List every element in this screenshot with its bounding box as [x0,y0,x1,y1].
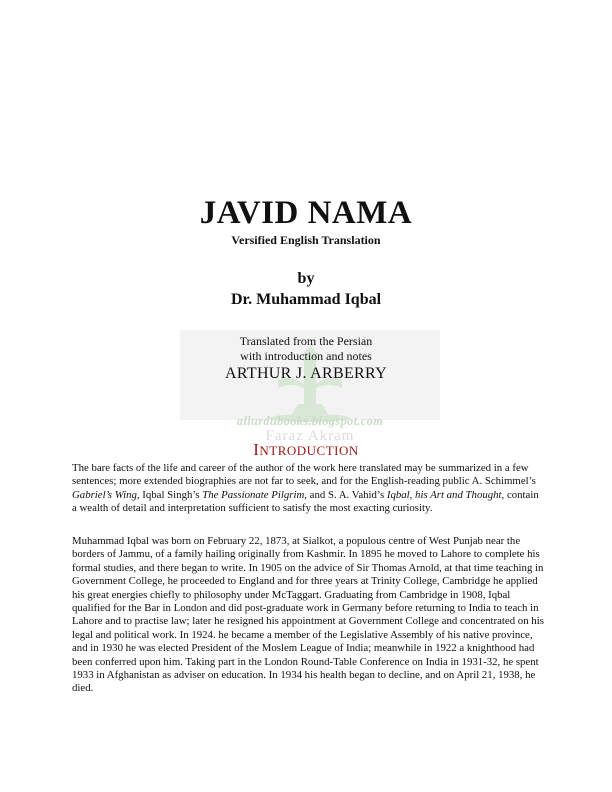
introduction-heading [0,440,612,460]
introduction-notes-line: with introduction and notes [240,349,372,363]
paragraph-2: Muhammad Iqbal was born on February 22, 1873, at Sialkot, a populous centre of West Punjab near the borders of Jammu, of a family hailing originally from Kashmir. In 1895 he moved to Lahore to complete his formal studies, and there began to write. In 1905 on the advice of Sir Thomas Arnold, at that time teaching in Government College, he proceeded to England and for three years at Trinity College, Cambridge he applied his great energies chiefly to philosophy under McTaggart. Graduating from Cambridge in 1908, Iqbal qualified for the Bar in London and did post-graduate work in Germany before returning to India to teach in Lahore and to practise law; later he resigned his appointment at Government College and concentrated on his legal and political work. In 1924. he became a member of the Legislative Assembly of his native province, and in 1930 he was elected President of the Moslem League of India; meanwhile in 1922 a knighthood had been conferred upon him. Taking part in the London Round-Table Conference on India in 1931-32, he spent 1933 in Afghanistan as adviser on education. In 1934 his health began to decline, and on April 21, 1938, he died. [72,535,544,695]
author-name: Dr. Muhammad Iqbal [230,291,382,308]
translator-name: ARTHUR J. ARBERRY [225,365,387,382]
by-line: by [297,270,315,287]
watermark-url: allurdubooks.blogspot.com [236,414,384,428]
p1-text-3: , and S. A. Vahid’s [304,488,387,501]
p1-book-iqbal-art-thought: Iqbal, his Art and Thought [386,488,502,501]
p1-text-4: , contain a wealth of detail and interpretation sufficient to satisfy the most exacting curiosity. [72,488,539,515]
intro-drop-letter: I [253,440,260,459]
p1-book-passionate-pilgrim: The Passionate Pilgrim [202,488,305,501]
watermark-name: Faraz Akram [265,428,355,444]
p1-text-2: , Iqbal Singh’s [136,488,203,501]
intro-heading-rest: NTRODUCTION [259,443,359,458]
translated-from-line: Translated from the Persian [239,334,373,348]
p1-book-gabriels-wing: Gabriel’s Wing [72,488,137,501]
book-subtitle: Versified English Translation [231,233,381,247]
p1-text-1: The bare facts of the life and career of the author of the work here translated may be summarized in a few sentences; more extended biographies are not far to seek, and for the English-reading public A. Schimmel’s [72,462,536,488]
book-title: JAVID NAMA [199,195,413,231]
paragraph-1 [72,462,544,516]
